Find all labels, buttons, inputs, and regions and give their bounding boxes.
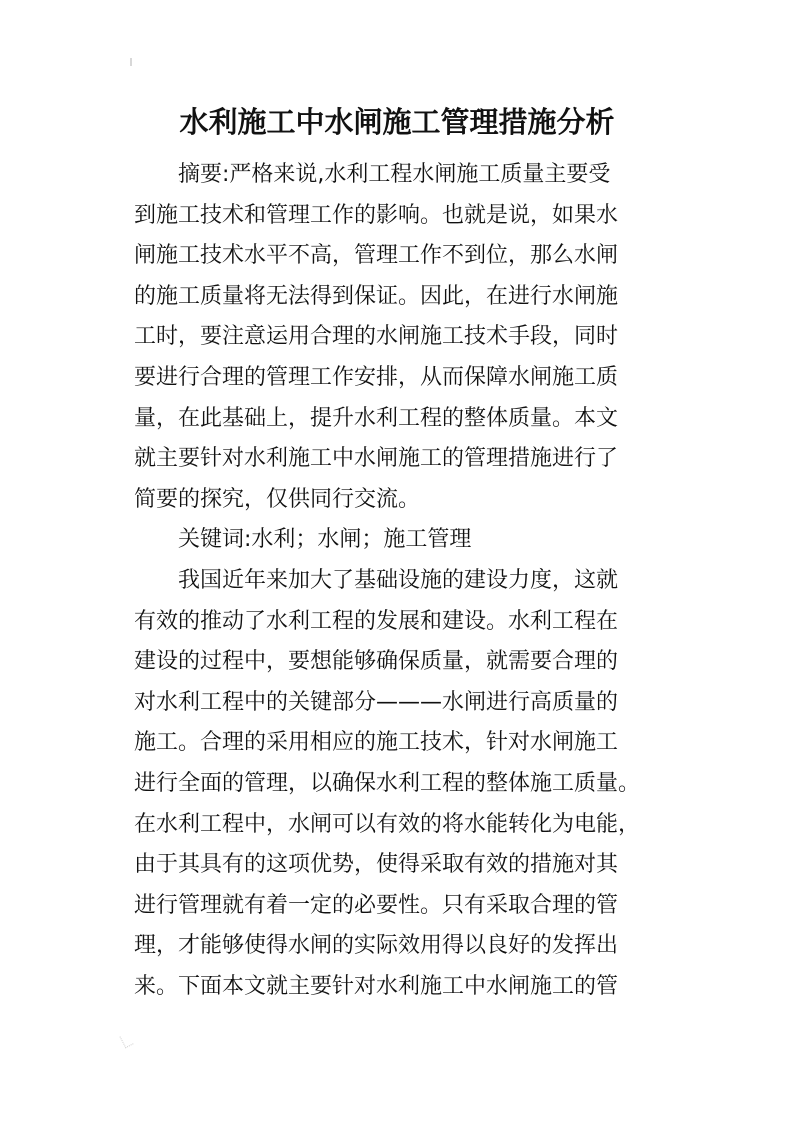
abstract-line-7: 量，在此基础上，提升水利工程的整体质量。本文 bbox=[134, 405, 619, 431]
abstract-line-1: 摘要:严格来说,水利工程水闸施工质量主要受 bbox=[178, 162, 611, 187]
body-line-9: 进行管理就有着一定的必要性。只有采取合理的管 bbox=[134, 892, 619, 918]
abstract-line-6: 要进行合理的管理工作安排，从而保障水闸施工质 bbox=[134, 364, 619, 390]
body-line-5: 施工。合理的采用相应的施工技术，针对水闸施工 bbox=[134, 730, 619, 756]
body-line-7: 在水利工程中，水闸可以有效的将水能转化为电能， bbox=[134, 811, 641, 837]
body-line-11: 来。下面本文就主要针对水利施工中水闸施工的管 bbox=[134, 973, 619, 999]
scan-mark-top bbox=[130, 58, 132, 66]
abstract-line-8: 就主要针对水利施工中水闸施工的管理措施进行了 bbox=[134, 446, 619, 472]
abstract-line-9: 简要的探究，仅供同行交流。 bbox=[134, 486, 421, 512]
body-line-2: 有效的推动了水利工程的发展和建设。水利工程在 bbox=[134, 608, 619, 634]
scan-mark-bottom bbox=[119, 1033, 133, 1049]
body-line-4: 对水利工程中的关键部分———水闸进行高质量的 bbox=[134, 689, 619, 715]
body-line-1: 我国近年来加大了基础设施的建设力度，这就 bbox=[178, 567, 619, 593]
body-line-8: 由于其具有的这项优势，使得采取有效的措施对其 bbox=[134, 852, 619, 878]
abstract-line-2: 到施工技术和管理工作的影响。也就是说，如果水 bbox=[134, 202, 619, 228]
keywords-line: 关键词:水利；水闸；施工管理 bbox=[178, 527, 472, 553]
body-line-6: 进行全面的管理，以确保水利工程的整体施工质量。 bbox=[134, 770, 641, 796]
abstract-line-4: 的施工质量将无法得到保证。因此，在进行水闸施 bbox=[134, 283, 619, 309]
abstract-line-3: 闸施工技术水平不高，管理工作不到位，那么水闸 bbox=[134, 243, 619, 269]
document-title: 水利施工中水闸施工管理措施分析 bbox=[179, 105, 615, 139]
body-line-10: 理，才能够使得水闸的实际效用得以良好的发挥出 bbox=[134, 933, 619, 959]
document-body bbox=[134, 155, 662, 1007]
abstract-line-5: 工时，要注意运用合理的水闸施工技术手段，同时 bbox=[134, 324, 619, 350]
body-line-3: 建设的过程中，要想能够确保质量，就需要合理的 bbox=[134, 649, 619, 675]
